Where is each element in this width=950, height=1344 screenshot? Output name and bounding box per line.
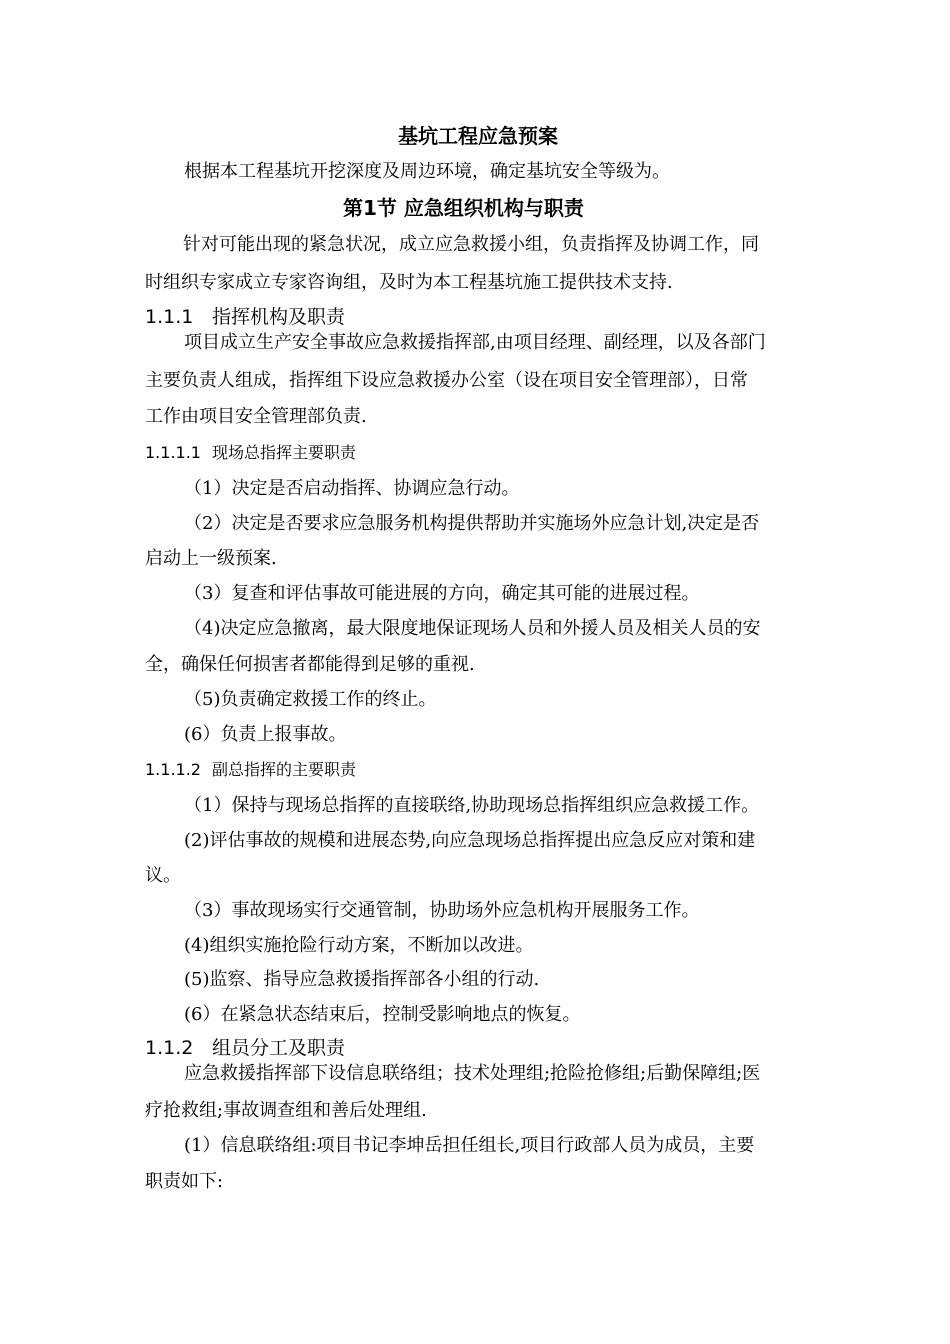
chief-duty-4-line-2: 全，确保任何损害者都能得到足够的重视. [145, 654, 475, 675]
chief-duty-2-line-2: 启动上一级预案. [145, 548, 277, 569]
chief-duty-1: （1）决定是否启动指挥、协调应急行动。 [184, 478, 520, 499]
heading-1-1-2 [145, 1036, 345, 1060]
heading-number: 1.1.1.2 [145, 760, 201, 779]
chief-duty-6: (6）负责上报事故。 [184, 724, 347, 745]
heading-1-1-1-2 [145, 758, 356, 782]
heading-1-1-1 [145, 305, 345, 329]
group-1-line-2: 职责如下: [145, 1171, 224, 1192]
paragraph-1-1-1-line-1: 项目成立生产安全事故应急救援指挥部,由项目经理、副经理，以及各部门 [184, 332, 766, 353]
heading-text: 现场总指挥主要职责 [212, 443, 357, 462]
deputy-duty-5: (5)监察、指导应急救援指挥部各小组的行动. [184, 969, 540, 990]
section-1-heading: 第1节 应急组织机构与职责 [343, 196, 584, 220]
deputy-duty-6: (6）在紧急状态结束后，控制受影响地点的恢复。 [184, 1004, 581, 1025]
deputy-duty-1: （1）保持与现场总指挥的直接联络,协助现场总指挥组织应急救援工作。 [184, 795, 760, 816]
chief-duty-2-line-1: （2）决定是否要求应急服务机构提供帮助并实施场外应急计划,决定是否 [184, 513, 760, 534]
paragraph-1-1-2-line-1: 应急救援指挥部下设信息联络组；技术处理组;抢险抢修组;后勤保障组;医 [184, 1063, 761, 1084]
paragraph-1-1-1-line-3: 工作由项目安全管理部负责. [145, 406, 367, 427]
deputy-duty-4: (4)组织实施抢险行动方案，不断加以改进。 [184, 935, 534, 956]
heading-number: 1.1.2 [145, 1037, 194, 1059]
heading-text: 组员分工及职责 [212, 1037, 346, 1059]
deputy-duty-2-line-2: 议。 [145, 865, 181, 886]
heading-number: 1.1.1.1 [145, 443, 201, 462]
section-1-paragraph-line-1: 针对可能出现的紧急状况，成立应急救援小组，负责指挥及协调工作，同 [183, 234, 759, 255]
heading-text: 指挥机构及职责 [212, 306, 346, 328]
document-title: 基坑工程应急预案 [398, 124, 558, 148]
chief-duty-5: （5)负责确定救援工作的终止。 [184, 689, 437, 710]
heading-text: 副总指挥的主要职责 [212, 760, 357, 779]
chief-duty-4-line-1: （4)决定应急撤离，最大限度地保证现场人员和外援人员及相关人员的安 [184, 618, 761, 639]
heading-1-1-1-1 [145, 441, 356, 465]
group-1-line-1: (1）信息联络组:项目书记李坤岳担任组长,项目行政部人员为成员，主要 [184, 1135, 755, 1156]
paragraph-1-1-1-line-2: 主要负责人组成，指挥组下设应急救援办公室（设在项目安全管理部），日常 [145, 370, 748, 391]
chief-duty-3: （3）复查和评估事故可能进展的方向，确定其可能的进展过程。 [184, 583, 700, 604]
intro-paragraph: 根据本工程基坑开挖深度及周边环境，确定基坑安全等级为。 [184, 161, 670, 182]
deputy-duty-3: （3）事故现场实行交通管制，协助场外应急机构开展服务工作。 [184, 900, 700, 921]
paragraph-1-1-2-line-2: 疗抢救组;事故调查组和善后处理组. [145, 1100, 427, 1121]
heading-number: 1.1.1 [145, 306, 194, 328]
deputy-duty-2-line-1: (2)评估事故的规模和进展态势,向应急现场总指挥提出应急反应对策和建 [184, 830, 756, 851]
section-1-paragraph-line-2: 时组织专家成立专家咨询组，及时为本工程基坑施工提供技术支持. [145, 272, 673, 293]
